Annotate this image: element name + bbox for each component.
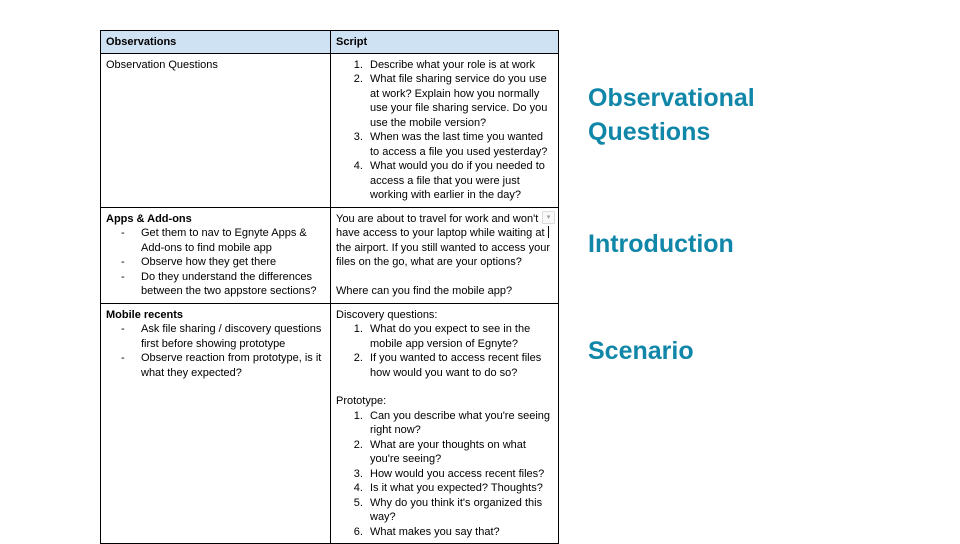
list-item: 3. When was the last time you wanted to access a file you used yesterday? — [366, 130, 553, 159]
discovery-question-list — [336, 322, 553, 380]
research-script-table — [100, 30, 559, 544]
script-cell-row2 — [331, 207, 559, 303]
list-item: - Do they understand the differences between the two appstore sections? — [121, 270, 325, 299]
cell-title: Observation Questions — [106, 58, 218, 71]
list-item: 5. Why do you think it's organized this way? — [366, 496, 553, 525]
list-item: - Get them to nav to Egnyte Apps & Add-ons to find mobile app — [121, 226, 325, 255]
list-item: 4. Is it what you expected? Thoughts? — [366, 481, 553, 496]
table-row — [101, 207, 559, 303]
list-item: - Ask file sharing / discovery questions first before showing prototype — [121, 322, 325, 351]
cell-title: Apps & Add-ons — [106, 212, 192, 225]
observations-cell-row1 — [101, 53, 331, 207]
cell-title: Mobile recents — [106, 308, 184, 321]
list-item: 1. Can you describe what you're seeing right now? — [366, 409, 553, 438]
list-item: 6. What makes you say that? — [366, 525, 553, 540]
column-header-script: Script — [331, 31, 559, 54]
list-item: 1. Describe what your role is at work — [366, 58, 553, 73]
list-item: - Observe reaction from prototype, is it what they expected? — [121, 351, 325, 380]
script-question-list — [336, 58, 553, 203]
table-row — [101, 53, 559, 207]
list-item: 1. What do you expect to see in the mobile app version of Egnyte? — [366, 322, 553, 351]
list-item: - Observe how they get there — [121, 255, 325, 270]
collapsed-comment-marker-icon[interactable]: ▾ — [542, 211, 555, 224]
observation-bullet-list — [106, 226, 325, 299]
list-item: 4. What would you do if you needed to access a file that you were just working with earlier in the day? — [366, 159, 553, 203]
list-item: 2. If you wanted to access recent files how would you want to do so? — [366, 351, 553, 380]
list-item: 2. What file sharing service do you use at work? Explain how you normally use your file sharing service. Do you use the mobile version? — [366, 72, 553, 130]
observations-cell-row2 — [101, 207, 331, 303]
table-row — [101, 303, 559, 544]
list-item: 2. What are your thoughts on what you're seeing? — [366, 438, 553, 467]
script-cell-row1 — [331, 53, 559, 207]
section-label-scenario: Scenario — [588, 337, 694, 365]
script-paragraph: You are about to travel for work and won't have access to your laptop while waiting atthe airport. If you still wanted to access your files on the go, what are your options? — [336, 212, 550, 268]
script-paragraph: Where can you find the mobile app? — [336, 284, 513, 297]
text-cursor — [548, 226, 549, 238]
section-label-introduction: Introduction — [588, 230, 734, 258]
list-item: 3. How would you access recent files? — [366, 467, 553, 482]
observation-bullet-list — [106, 322, 325, 380]
observations-cell-row3 — [101, 303, 331, 544]
script-section-label: Discovery questions: — [336, 308, 438, 321]
table-header-row — [101, 31, 559, 54]
column-header-observations: Observations — [101, 31, 331, 54]
script-cell-row3 — [331, 303, 559, 544]
section-label-observational-questions: Observational Questions — [588, 84, 755, 146]
prototype-question-list — [336, 409, 553, 540]
script-section-label: Prototype: — [336, 395, 387, 407]
